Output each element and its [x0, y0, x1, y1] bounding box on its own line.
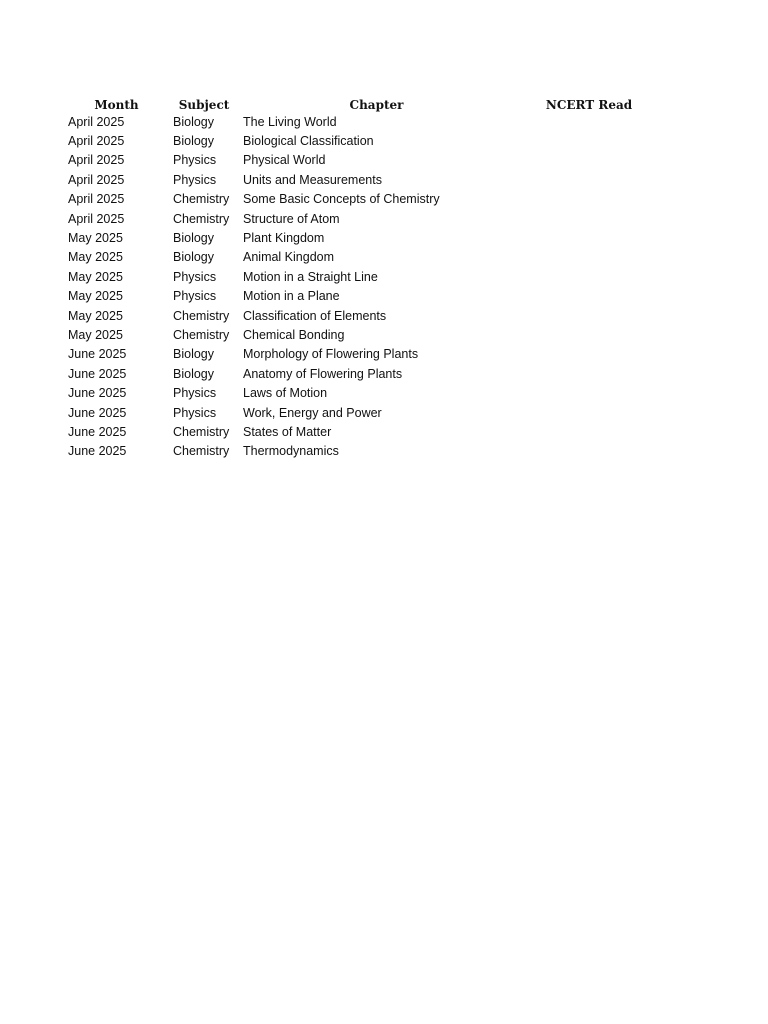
cell-chapter: Motion in a Plane: [243, 289, 340, 304]
table-row: [64, 325, 664, 344]
table-row: [64, 190, 664, 209]
table-body: [64, 112, 664, 461]
cell-ncert-read: [514, 190, 664, 209]
cell-ncert-read: [514, 364, 664, 383]
cell-month: June 2025: [68, 386, 127, 401]
cell-month: April 2025: [68, 114, 125, 129]
cell-chapter: Units and Measurements: [243, 172, 382, 187]
cell-chapter: Animal Kingdom: [243, 250, 335, 265]
cell-chapter: Physical World: [243, 153, 326, 168]
cell-subject: Physics: [173, 289, 217, 304]
table-row: [64, 228, 664, 247]
table-row: [64, 267, 664, 286]
cell-chapter: Classification of Elements: [243, 308, 387, 323]
cell-chapter: Morphology of Flowering Plants: [243, 347, 419, 362]
cell-ncert-read: [514, 325, 664, 344]
cell-subject: Chemistry: [173, 211, 230, 226]
cell-subject: Biology: [173, 250, 214, 265]
cell-month: May 2025: [68, 308, 123, 323]
cell-chapter: Motion in a Straight Line: [243, 269, 378, 284]
cell-chapter: States of Matter: [243, 424, 332, 439]
cell-ncert-read: [514, 306, 664, 325]
cell-chapter: Structure of Atom: [243, 211, 340, 226]
cell-month: May 2025: [68, 250, 123, 265]
cell-month: April 2025: [68, 153, 125, 168]
cell-chapter: Anatomy of Flowering Plants: [243, 366, 403, 381]
header-subject: Subject: [178, 98, 230, 112]
table-row: [64, 209, 664, 228]
cell-chapter: Plant Kingdom: [243, 231, 325, 246]
cell-subject: Biology: [173, 366, 214, 381]
cell-month: May 2025: [68, 231, 123, 246]
table-row: [64, 131, 664, 150]
header-ncert-read: NCERT Read: [545, 98, 633, 112]
cell-month: May 2025: [68, 289, 123, 304]
cell-ncert-read: [514, 151, 664, 170]
cell-month: June 2025: [68, 444, 127, 459]
cell-chapter: Some Basic Concepts of Chemistry: [243, 192, 440, 207]
cell-subject: Chemistry: [173, 308, 230, 323]
table-row: [64, 403, 664, 422]
cell-ncert-read: [514, 442, 664, 461]
cell-ncert-read: [514, 287, 664, 306]
cell-ncert-read: [514, 170, 664, 189]
table-row: [64, 170, 664, 189]
cell-ncert-read: [514, 422, 664, 441]
cell-ncert-read: [514, 248, 664, 267]
cell-subject: Biology: [173, 347, 214, 362]
cell-ncert-read: [514, 112, 664, 131]
study-schedule-table: [64, 93, 664, 461]
table-row: [64, 345, 664, 364]
cell-chapter: Work, Energy and Power: [243, 405, 382, 420]
cell-subject: Physics: [173, 405, 217, 420]
cell-ncert-read: [514, 383, 664, 402]
cell-month: June 2025: [68, 424, 127, 439]
table-row: [64, 151, 664, 170]
cell-ncert-read: [514, 228, 664, 247]
cell-ncert-read: [514, 131, 664, 150]
table-row: [64, 306, 664, 325]
cell-subject: Physics: [173, 269, 217, 284]
cell-month: June 2025: [68, 405, 127, 420]
table-row: [64, 442, 664, 461]
cell-subject: Biology: [173, 114, 214, 129]
cell-ncert-read: [514, 267, 664, 286]
cell-chapter: Biological Classification: [243, 134, 374, 149]
cell-subject: Chemistry: [173, 327, 230, 342]
cell-month: April 2025: [68, 211, 125, 226]
cell-subject: Chemistry: [173, 444, 230, 459]
table-row: [64, 422, 664, 441]
cell-subject: Biology: [173, 134, 214, 149]
cell-subject: Biology: [173, 231, 214, 246]
cell-chapter: Laws of Motion: [243, 386, 328, 401]
cell-ncert-read: [514, 403, 664, 422]
table-row: [64, 248, 664, 267]
cell-subject: Physics: [173, 172, 217, 187]
table-row: [64, 364, 664, 383]
header-month: Month: [94, 98, 139, 112]
header-chapter: Chapter: [349, 98, 404, 112]
cell-ncert-read: [514, 209, 664, 228]
table-row: [64, 287, 664, 306]
cell-subject: Physics: [173, 386, 217, 401]
cell-month: June 2025: [68, 366, 127, 381]
cell-month: April 2025: [68, 192, 125, 207]
table-row: [64, 112, 664, 131]
cell-month: April 2025: [68, 172, 125, 187]
cell-subject: Chemistry: [173, 192, 230, 207]
cell-subject: Chemistry: [173, 424, 230, 439]
table-row: [64, 383, 664, 402]
cell-month: April 2025: [68, 134, 125, 149]
cell-chapter: Chemical Bonding: [243, 327, 345, 342]
cell-month: June 2025: [68, 347, 127, 362]
table-header-row: [64, 93, 664, 112]
cell-chapter: Thermodynamics: [243, 444, 339, 459]
cell-month: May 2025: [68, 269, 123, 284]
cell-ncert-read: [514, 345, 664, 364]
cell-month: May 2025: [68, 327, 123, 342]
cell-subject: Physics: [173, 153, 217, 168]
cell-chapter: The Living World: [243, 114, 337, 129]
